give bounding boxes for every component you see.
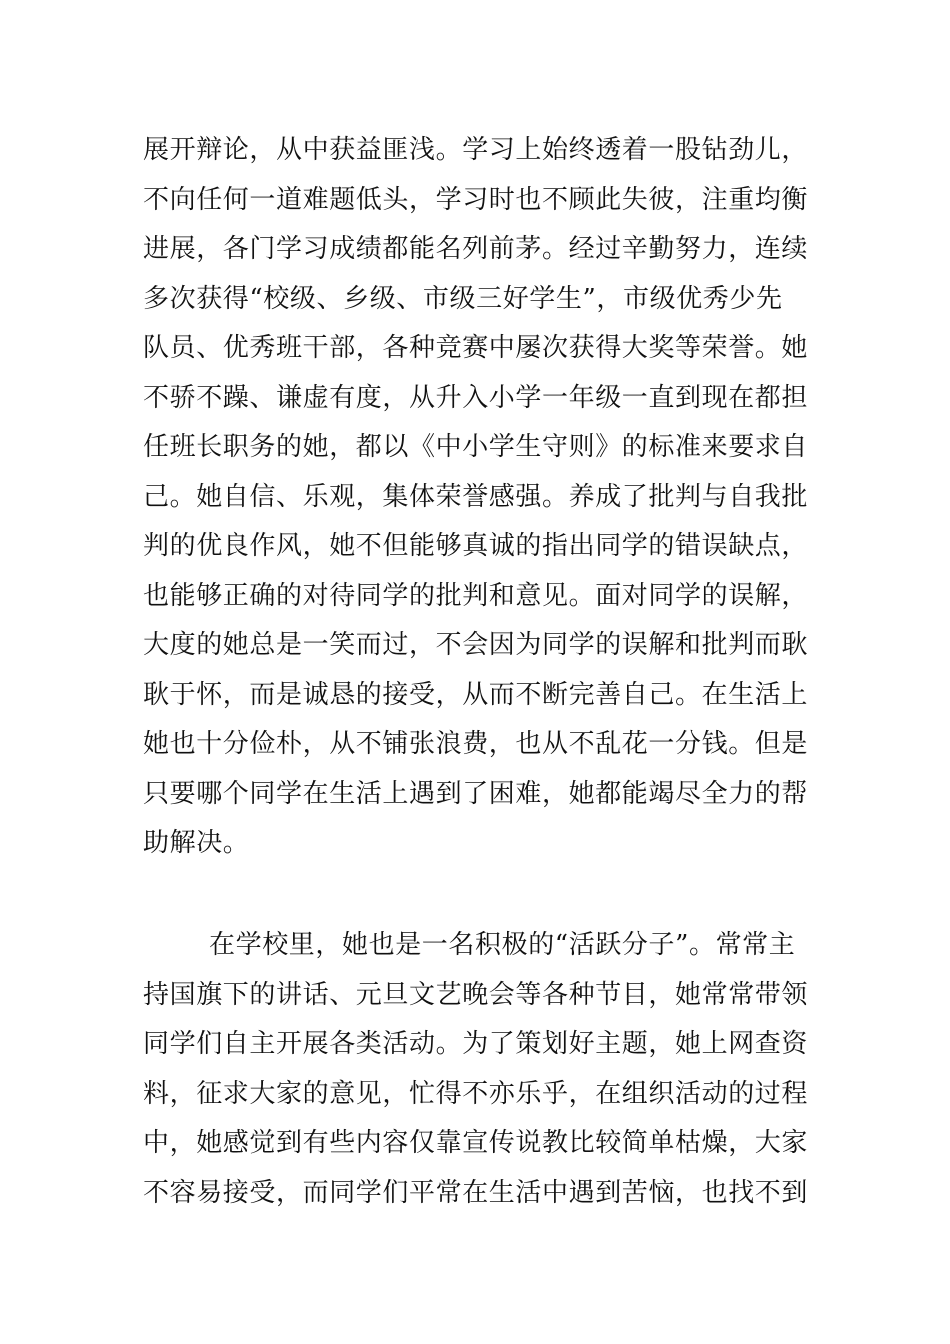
text-line-indented: 在学校里，她也是一名积极的“活跃分子”。常常主 <box>209 930 796 960</box>
text-line: 队员、优秀班干部，各种竞赛中屡次获得大奖等荣誉。她 <box>143 333 808 363</box>
text-line: 耿于怀，而是诚恳的接受，从而不断完善自己。在生活上 <box>143 679 808 710</box>
text-line: 任班长职务的她，都以《中小学生守则》的标准来要求自 <box>143 432 808 462</box>
text-line: 她也十分俭朴，从不铺张浪费，也从不乱花一分钱。但是 <box>143 729 808 759</box>
text-line: 多次获得“校级、乡级、市级三好学生”，市级优秀少先 <box>143 283 783 314</box>
text-line: 己。她自信、乐观，集体荣誉感强。养成了批判与自我批 <box>143 481 808 512</box>
text-line: 中，她感觉到有些内容仅靠宣传说教比较简单枯燥，大家 <box>143 1128 808 1158</box>
text-line: 大度的她总是一笑而过，不会因为同学的误解和批判而耿 <box>143 630 808 660</box>
text-line: 不容易接受，而同学们平常在生活中遇到苦恼，也找不到 <box>143 1177 808 1208</box>
text-line: 助解决。 <box>143 828 250 858</box>
text-line: 判的优良作风，她不但能够真诚的指出同学的错误缺点， <box>143 531 808 561</box>
text-line: 只要哪个同学在生活上遇到了困难，她都能竭尽全力的帮 <box>143 778 808 809</box>
paragraph-2 <box>143 921 808 1218</box>
paragraph-1 <box>143 126 808 869</box>
text-line: 进展，各门学习成绩都能名列前茅。经过辛勤努力，连续 <box>143 234 808 264</box>
text-line: 持国旗下的讲话、元旦文艺晚会等各种节目，她常常带领 <box>143 979 808 1010</box>
text-line: 展开辩论，从中获益匪浅。学习上始终透着一股钻劲儿， <box>143 135 808 165</box>
text-line: 不向任何一道难题低头，学习时也不顾此失彼，注重均衡 <box>143 184 808 215</box>
text-line: 同学们自主开展各类活动。为了策划好主题，她上网查资 <box>143 1029 808 1059</box>
text-line: 不骄不躁、谦虚有度，从升入小学一年级一直到现在都担 <box>143 382 808 413</box>
text-line: 也能够正确的对待同学的批判和意见。面对同学的误解， <box>143 580 808 611</box>
text-line: 料，征求大家的意见，忙得不亦乐乎，在组织活动的过程 <box>143 1078 808 1109</box>
